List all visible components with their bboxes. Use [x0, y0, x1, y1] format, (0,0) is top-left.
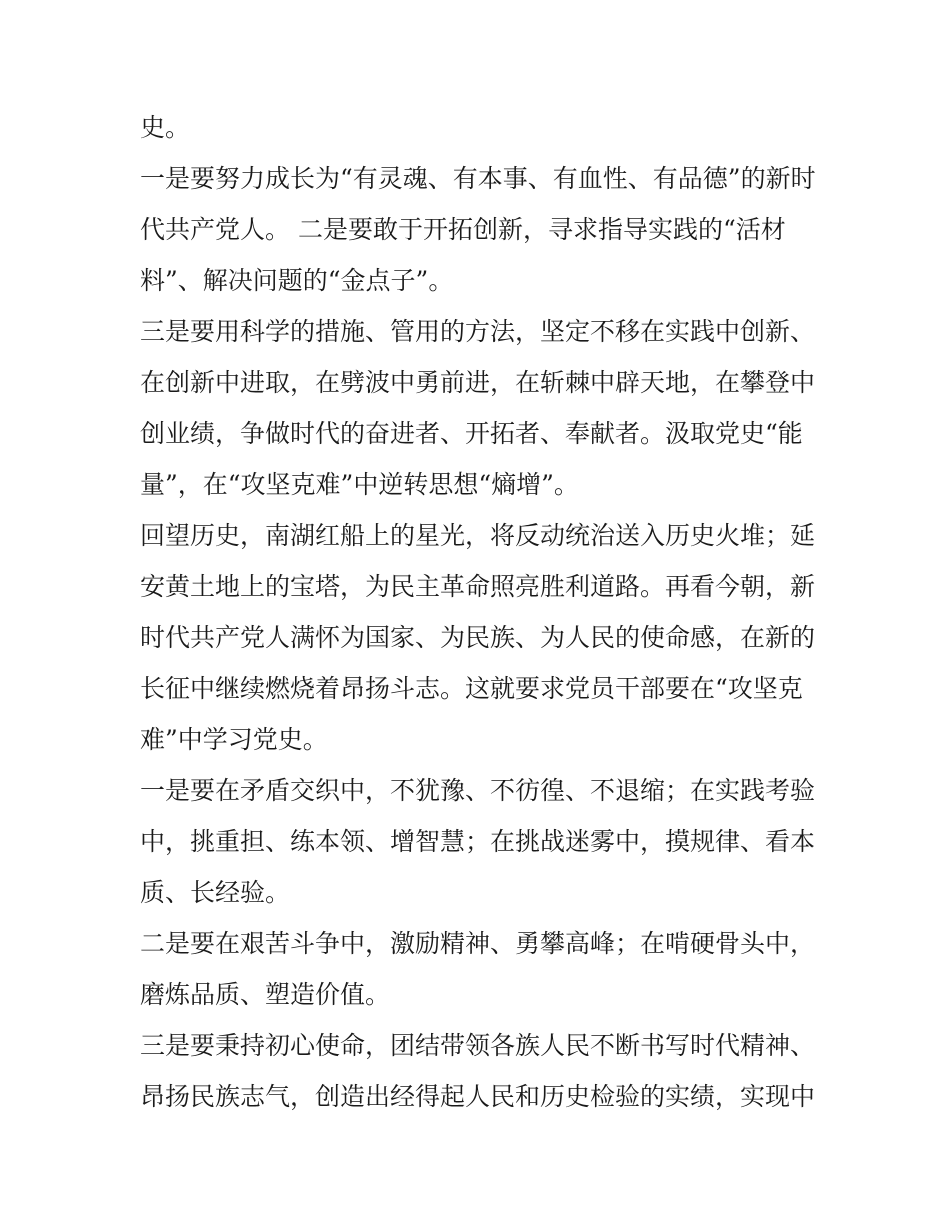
- text-line: 长征中继续燃烧着昂扬斗志。这就要求党员干部要在“攻坚克: [140, 674, 803, 703]
- paragraph-7: [140, 1020, 820, 1122]
- text-line: 代共产党人。 二是要敢于开拓创新，寻求指导实践的“活材: [140, 215, 786, 244]
- text-line: 料”、解决问题的“金点子”。: [140, 266, 454, 295]
- text-line: 在创新中进取，在劈波中勇前进，在斩棘中辟天地，在攀登中: [140, 368, 816, 397]
- text-line: 史。: [140, 113, 191, 142]
- paragraph-6: [140, 918, 820, 1020]
- text-line: 量”，在“攻坚克难”中逆转思想“熵增”。: [140, 470, 579, 499]
- paragraph-4: [140, 510, 820, 765]
- paragraph-3: [140, 306, 820, 510]
- text-line: 难”中学习党史。: [140, 725, 328, 754]
- text-line: 一是要在矛盾交织中，不犹豫、不彷徨、不退缩；在实践考验: [140, 776, 816, 805]
- text-line: 中，挑重担、练本领、增智慧；在挑战迷雾中，摸规律、看本: [140, 827, 816, 856]
- text-line: 安黄土地上的宝塔，为民主革命照亮胜利道路。再看今朝，新: [140, 572, 816, 601]
- paragraph-2: [140, 153, 820, 306]
- text-line: 昂扬民族志气，创造出经得起人民和历史检验的实绩，实现中: [140, 1082, 816, 1111]
- text-line: 一是要努力成长为“有灵魂、有本事、有血性、有品德”的新时: [140, 164, 816, 193]
- text-line: 创业绩，争做时代的奋进者、开拓者、奉献者。汲取党史“能: [140, 419, 803, 448]
- text-line: 磨炼品质、塑造价值。: [140, 980, 391, 1009]
- text-line: 时代共产党人满怀为国家、为民族、为人民的使命感，在新的: [140, 623, 816, 652]
- text-line: 质、长经验。: [140, 878, 291, 907]
- paragraph-1: [140, 102, 820, 153]
- text-line: 三是要用科学的措施、管用的方法，坚定不移在实践中创新、: [140, 317, 816, 346]
- text-line: 回望历史，南湖红船上的星光，将反动统治送入历史火堆；延: [140, 521, 816, 550]
- text-line: 二是要在艰苦斗争中，激励精神、勇攀高峰；在啃硬骨头中，: [140, 929, 816, 958]
- paragraph-5: [140, 765, 820, 918]
- document-page: [140, 102, 820, 1122]
- text-line: 三是要秉持初心使命，团结带领各族人民不断书写时代精神、: [140, 1031, 816, 1060]
